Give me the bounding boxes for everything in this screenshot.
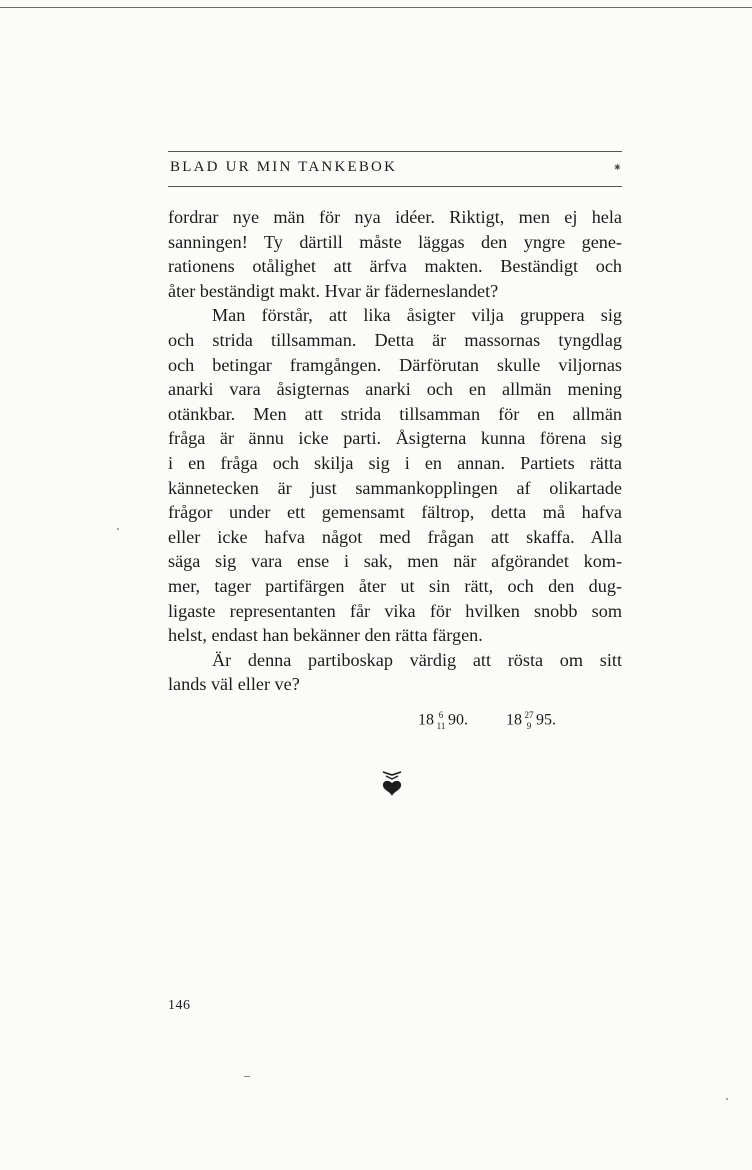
- text-line: ligaste representanten får vika för hvilken snobb som: [168, 600, 622, 621]
- text-line: åter beständigt makt. Hvar är fäderneslandet?: [168, 280, 499, 301]
- text-line: och strida tillsamman. Detta är massornas tyngdlag: [168, 329, 622, 350]
- asterism-icon: ⁕: [612, 162, 622, 174]
- fleuron-icon: [379, 769, 405, 797]
- text-line: eller icke hafva något med frågan att skaffa. Alla: [168, 526, 622, 547]
- text-line: rationens otålighet att ärfva makten. Beständigt och: [168, 256, 622, 277]
- date-fraction: [436, 710, 446, 732]
- text-line: och betingar framgången. Därförutan skulle viljornas: [168, 354, 622, 375]
- text-line: mer, tager partifärgen åter ut sin rätt, och den dug-: [168, 575, 622, 596]
- date-year-suffix: 95.: [536, 711, 556, 729]
- text-line: fråga är ännu icke parti. Åsigterna kunna förena sig: [168, 428, 622, 449]
- paragraph: [168, 303, 622, 647]
- text-line: lands väl eller ve?: [168, 674, 300, 695]
- text-line: fordrar nye män för nya idéer. Riktigt, men ej hela: [168, 207, 622, 227]
- header-rule-top: [168, 151, 622, 152]
- date-day: 6: [438, 710, 444, 720]
- paper-speck: [726, 1098, 728, 1100]
- body-text: [168, 205, 622, 697]
- text-line: Man förstår, att lika åsigter vilja gruppera sig: [212, 305, 622, 326]
- paragraph: [168, 648, 622, 697]
- running-head: [168, 159, 622, 179]
- date-year-suffix: 90.: [448, 711, 468, 729]
- page-column: [168, 0, 624, 1170]
- date-year-prefix: 18: [418, 711, 434, 729]
- text-line: kännetecken är just sammankopplingen af olikartade: [168, 477, 622, 498]
- date-day: 27: [524, 710, 534, 720]
- page-number: 146: [168, 998, 191, 1013]
- text-line: anarki vara åsigternas anarki och en allmän mening: [168, 379, 622, 400]
- text-line: frågor under ett gemensamt fältrop, detta må hafva: [168, 502, 622, 523]
- text-line: otänkbar. Men att strida tillsamman för en allmän: [168, 403, 622, 424]
- date: [506, 710, 556, 732]
- paper-speck: [117, 528, 119, 530]
- header-rule-bottom: [168, 186, 622, 187]
- date-month: 9: [526, 721, 532, 731]
- text-line: i en fråga och skilja sig i en annan. Partiets rätta: [168, 452, 622, 473]
- date-year-prefix: 18: [506, 711, 522, 729]
- text-line: sanningen! Ty därtill måste läggas den yngre gene-: [168, 231, 622, 252]
- date: [418, 710, 468, 732]
- date-fraction: [524, 710, 534, 732]
- text-line: Är denna partiboskap värdig att rösta om sitt: [212, 649, 622, 670]
- running-head-title: BLAD UR MIN TANKEBOK: [170, 159, 398, 175]
- date-month: 11: [436, 721, 446, 731]
- text-line: säga sig vara ense i sak, men när afgörandet kom-: [168, 551, 622, 572]
- paper-speck: [244, 1076, 250, 1077]
- text-line: helst, endast han bekänner den rätta färgen.: [168, 625, 483, 646]
- dateline: [418, 710, 556, 732]
- paragraph: [168, 205, 622, 303]
